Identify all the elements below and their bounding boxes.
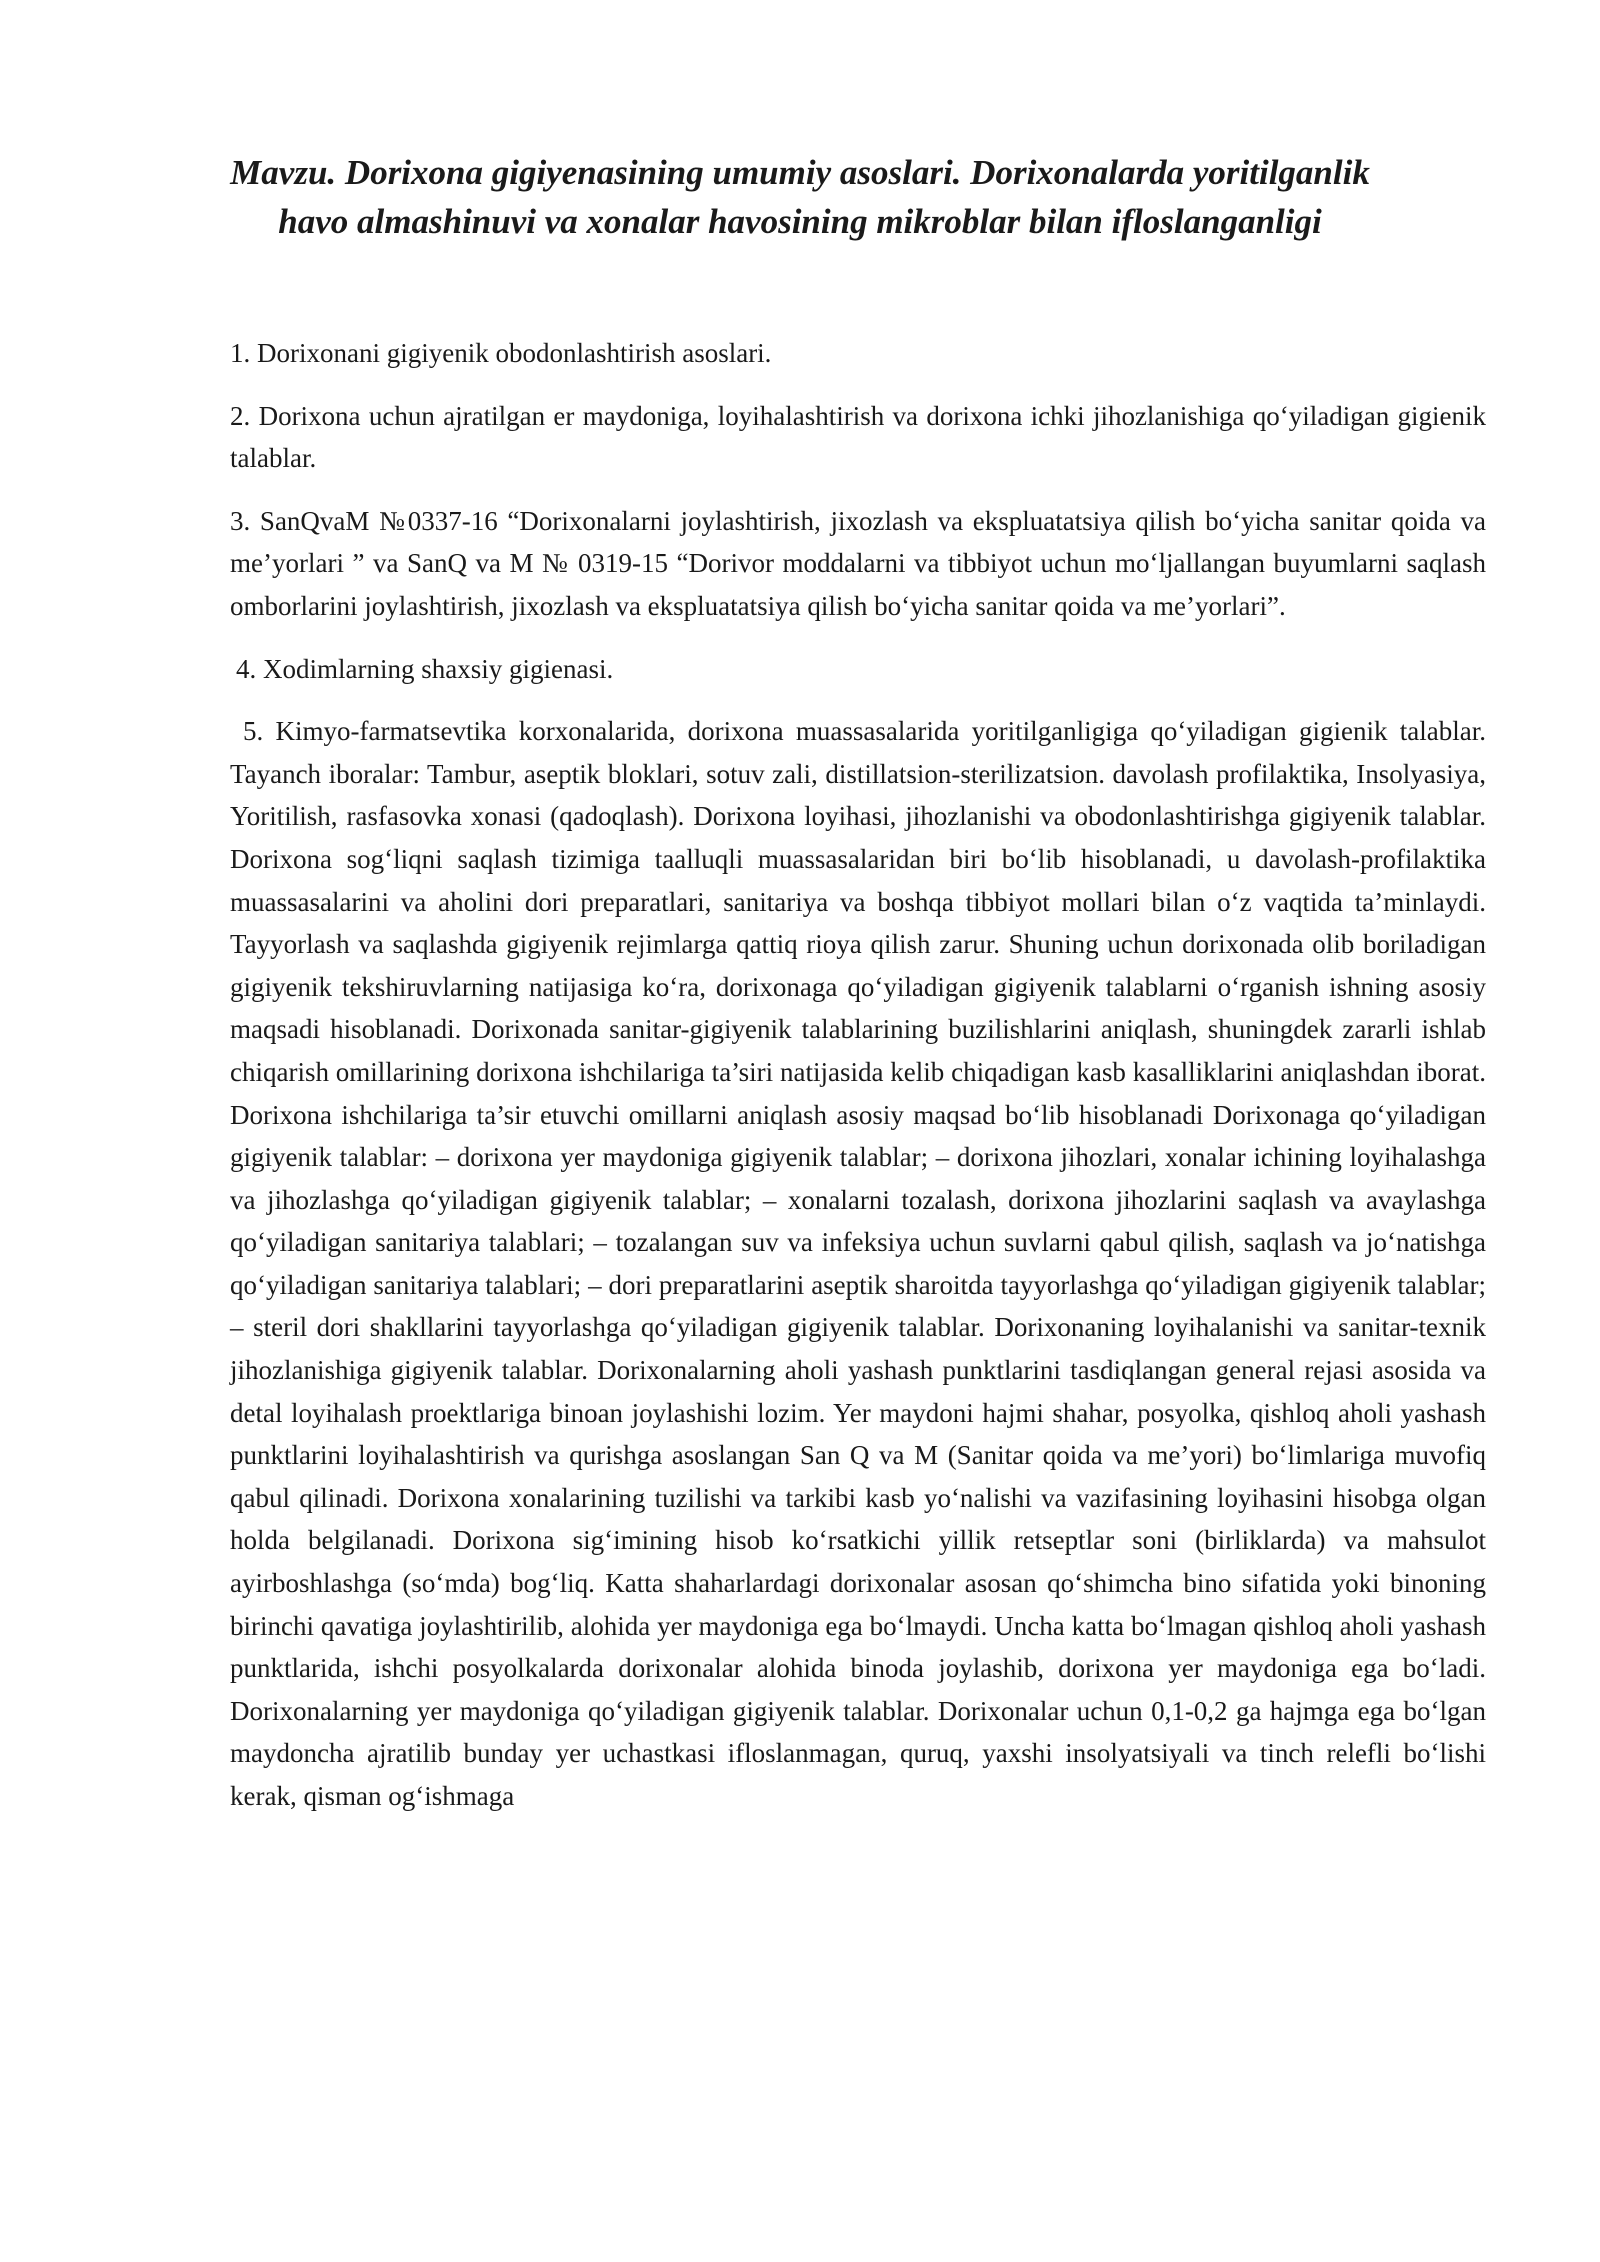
list-item-3: 3. SanQvaM №0337-16 “Dorixonalarni joylashtirish, jixozlash va ekspluatatsiya qilish bo‘yicha sanitar qoida va me’yorlari ” va SanQ va M № 0319-15 “Dorivor moddalarni va tibbiyot uchun mo‘ljallangan buyumlarni saqlash omborlarini joylashtirish, jixozlash va ekspluatatsiya qilish bo‘yicha sanitar qoida va me’yorlari”. [230,505,1486,621]
list-item-5-body-paragraph: 5. Kimyo-farmatsevtika korxonalarida, dorixona muassasalarida yoritilganligiga qo‘yiladigan gigienik talablar. Tayanch iboralar: Tambur, aseptik bloklari, sotuv zali, distillatsion-sterilizatsion. davolash profilaktika, Insolyasiya, Yoritilish, rasfasovka xonasi (qadoqlash). Dorixona loyihasi, jihozlanishi va obodonlashtirishga gigiyenik talablar. Dorixona sog‘liqni saqlash tizimiga taalluqli muassasalaridan biri bo‘lib hisoblanadi, u davolash-profilaktika muassasalarini va aholini dori preparatlari, sanitariya va boshqa tibbiyot mollari bilan o‘z vaqtida ta’minlaydi. Tayyorlash va saqlashda gigiyenik rejimlarga qattiq rioya qilish zarur. Shuning uchun dorixonada olib boriladigan gigiyenik tekshiruvlarning natijasiga ko‘ra, dorixonaga qo‘yiladigan gigiyenik talablarni o‘rganish ishning asosiy maqsadi hisoblanadi. Dorixonada sanitar-gigiyenik talablarining buzilishlarini aniqlash, shuningdek zararli ishlab chiqarish omillarining dorixona ishchilariga ta’siri natijasida kelib chiqadigan kasb kasalliklarini aniqlashdan iborat. Dorixona ishchilariga ta’sir etuvchi omillarni aniqlash asosiy maqsad bo‘lib hisoblanadi Dorixonaga qo‘yiladigan gigiyenik talablar: – dorixona yer maydoniga gigiyenik talablar; – dorixona jihozlari, xonalar ichining loyihalashga va jihozlashga qo‘yiladigan gigiyenik talablar; – xonalarni tozalash, dorixona jihozlarini saqlash va avaylashga qo‘yiladigan sanitariya talablari; – tozalangan suv va infeksiya uchun suvlarni qabul qilish, saqlash va jo‘natishga qo‘yiladigan sanitariya talablari; – dori preparatlarini aseptik sharoitda tayyorlashga qo‘yiladigan gigiyenik talablar; – steril dori shakllarini tayyorlashga qo‘yiladigan gigiyenik talablar. Dorixonaning loyihalanishi va sanitar-texnik jihozlanishiga gigiyenik talablar. Dorixonalarning aholi yashash punktlarini tasdiqlangan general rejasi asosida va detal loyihalash proektlariga binoan joylashishi lozim. Yer maydoni hajmi shahar, posyolka, qishloq aholi yashash punktlarini loyihalashtirish va qurishga asoslangan San Q va M (Sanitar qoida va me’yori) bo‘limlariga muvofiq qabul qilinadi. Dorixona xonalarining tuzilishi va tarkibi kasb yo‘nalishi va vazifasining loyihasini hisobga olgan holda belgilanadi. Dorixona sig‘imining hisob ko‘rsatkichi yillik retseptlar soni (birliklarda) va mahsulot ayirboshlashga (so‘mda) bog‘liq. Katta shaharlardagi dorixonalar asosan qo‘shimcha bino sifatida yoki binoning birinchi qavatiga joylashtirilib, alohida yer maydoniga ega bo‘lmaydi. Uncha katta bo‘lmagan qishloq aholi yashash punktlarida, ishchi posyolkalarda dorixonalar alohida binoda joylashib, dorixona yer maydoniga ega bo‘ladi. Dorixonalarning yer maydoniga qo‘yiladigan gigiyenik talablar. Dorixonalar uchun 0,1-0,2 ga hajmga ega bo‘lgan maydoncha ajratilib bunday yer uchastkasi ifloslanmagan, quruq, yaxshi insolyatsiyali va tinch relefli bo‘lishi kerak, qisman og‘ishmaga [230,716,1486,1811]
list-item-2: 2. Dorixona uchun ajratilgan er maydoniga, loyihalashtirish va dorixona ichki jihozlanishiga qo‘yiladigan gigienik talablar. [230,400,1486,474]
list-item-1: 1. Dorixonani gigiyenik obodonlashtirish asoslari. [230,338,772,368]
document-title-line-2: havo almashinuvi va xonalar havosining mikroblar bilan ifloslanganligi [278,202,1322,241]
document-title-line-1: Mavzu. Dorixona gigiyenasining umumiy asoslari. Dorixonalarda yoritilganlik [230,153,1370,192]
document-body [230,332,1486,1838]
document-title [200,148,1400,246]
list-item-4: 4. Xodimlarning shaxsiy gigienasi. [236,653,614,684]
